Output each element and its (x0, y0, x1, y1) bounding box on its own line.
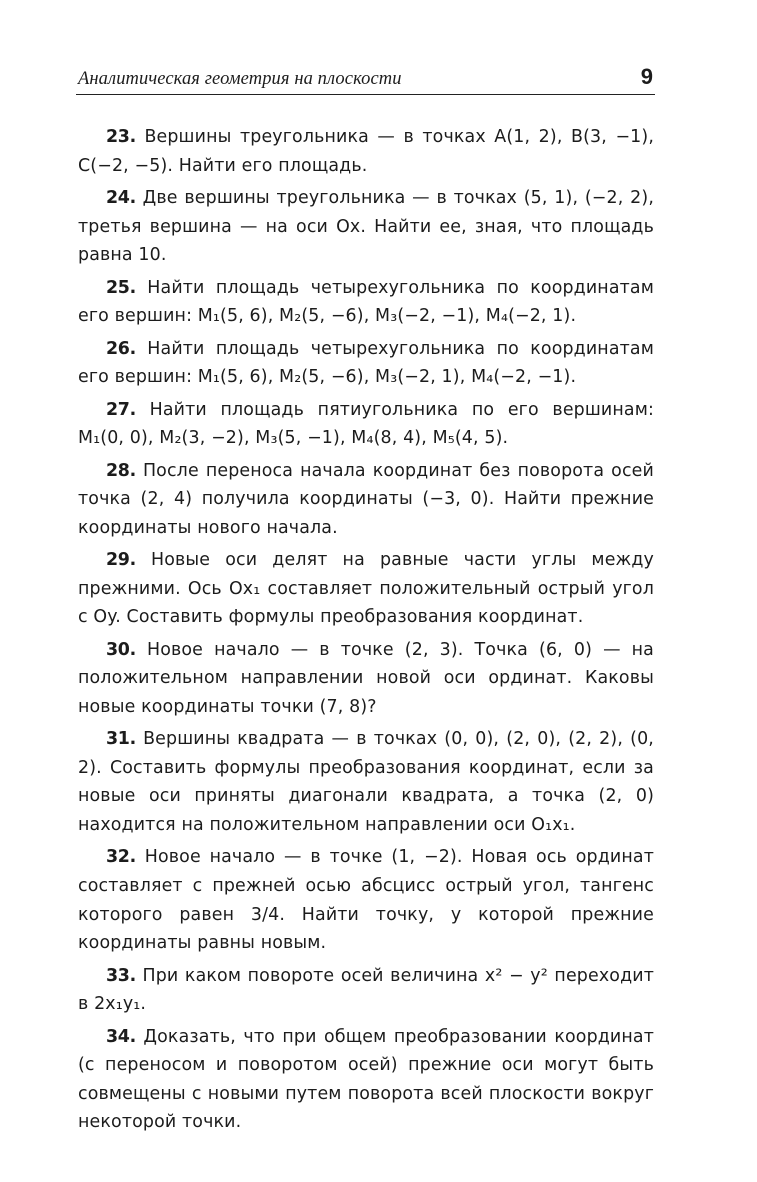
problem-number: 28. (106, 460, 136, 481)
problem-text: Новое начало — в точке (1, −2). Новая ось ординат составляет с прежней осью абсцисс острый угол, тангенс которого равен 3/4. Найти точку, у которой прежние координаты равны новым. (78, 847, 654, 954)
problem-34 (78, 1023, 654, 1137)
problem-text: Найти площадь пятиугольника по его вершинам: M₁(0, 0), M₂(3, −2), M₃(5, −1), M₄(8, 4), M₅(4, 5). (78, 399, 654, 449)
problem-text: Две вершины треугольника — в точках (5, 1), (−2, 2), третья вершина — на оси Ox. Найти ее, зная, что площадь равна 10. (78, 187, 654, 266)
problem-number: 25. (106, 277, 136, 298)
problem-number: 33. (106, 965, 136, 986)
problem-27 (78, 396, 654, 453)
problem-text: Вершины квадрата — в точках (0, 0), (2, 0), (2, 2), (0, 2). Составить формулы преобразования координат, если за новые оси приняты диагонали квадрата, а точка (2, 0) находится на положительном направлении оси O₁x₁. (78, 729, 654, 836)
problem-24 (78, 184, 654, 270)
problem-number: 31. (106, 729, 136, 750)
problem-number: 32. (106, 847, 136, 868)
problem-32 (78, 843, 654, 957)
running-header (76, 64, 655, 95)
problem-number: 29. (106, 550, 136, 571)
problem-26 (78, 335, 654, 392)
problem-text: После переноса начала координат без поворота осей точка (2, 4) получила координаты (−3, 0). Найти прежние координаты нового начала. (78, 460, 654, 538)
problem-33 (78, 962, 654, 1019)
page-number: 9 (640, 64, 653, 89)
problem-text: Новые оси делят на равные части углы между прежними. Ось Ox₁ составляет положительный острый угол с Oy. Составить формулы преобразования координат. (78, 550, 654, 628)
problem-29 (78, 546, 654, 632)
problem-number: 27. (106, 399, 136, 420)
problem-23 (78, 123, 654, 180)
problem-25 (78, 274, 654, 331)
problem-31 (78, 725, 654, 839)
problem-number: 30. (106, 639, 136, 660)
problem-text: При каком повороте осей величина x² − y² переходит в 2x₁y₁. (78, 965, 654, 1015)
problem-28 (78, 457, 654, 543)
problem-text: Доказать, что при общем преобразовании координат (с переносом и поворотом осей) прежние оси могут быть совмещены с новыми путем поворота всей плоскости вокруг некоторой точки. (78, 1026, 654, 1133)
problem-number: 23. (106, 127, 136, 147)
running-header-title: Аналитическая геометрия на плоскости (78, 69, 402, 89)
problem-30 (78, 636, 654, 722)
problem-number: 24. (106, 187, 136, 208)
problem-text: Новое начало — в точке (2, 3). Точка (6, 0) — на положительном направлении новой оси ординат. Каковы новые координаты точки (7, 8)? (78, 639, 654, 717)
problem-number: 34. (106, 1026, 136, 1047)
problem-text: Вершины треугольника — в точках A(1, 2), B(3, −1), C(−2, −5). Найти его площадь. (78, 127, 654, 176)
problem-text: Найти площадь четырехугольника по координатам его вершин: M₁(5, 6), M₂(5, −6), M₃(−2, 1), M₄(−2, −1). (78, 338, 654, 388)
problem-number: 26. (106, 338, 136, 359)
problem-list (78, 123, 654, 1141)
problem-text: Найти площадь четырехугольника по координатам его вершин: M₁(5, 6), M₂(5, −6), M₃(−2, −1), M₄(−2, 1). (78, 277, 654, 327)
